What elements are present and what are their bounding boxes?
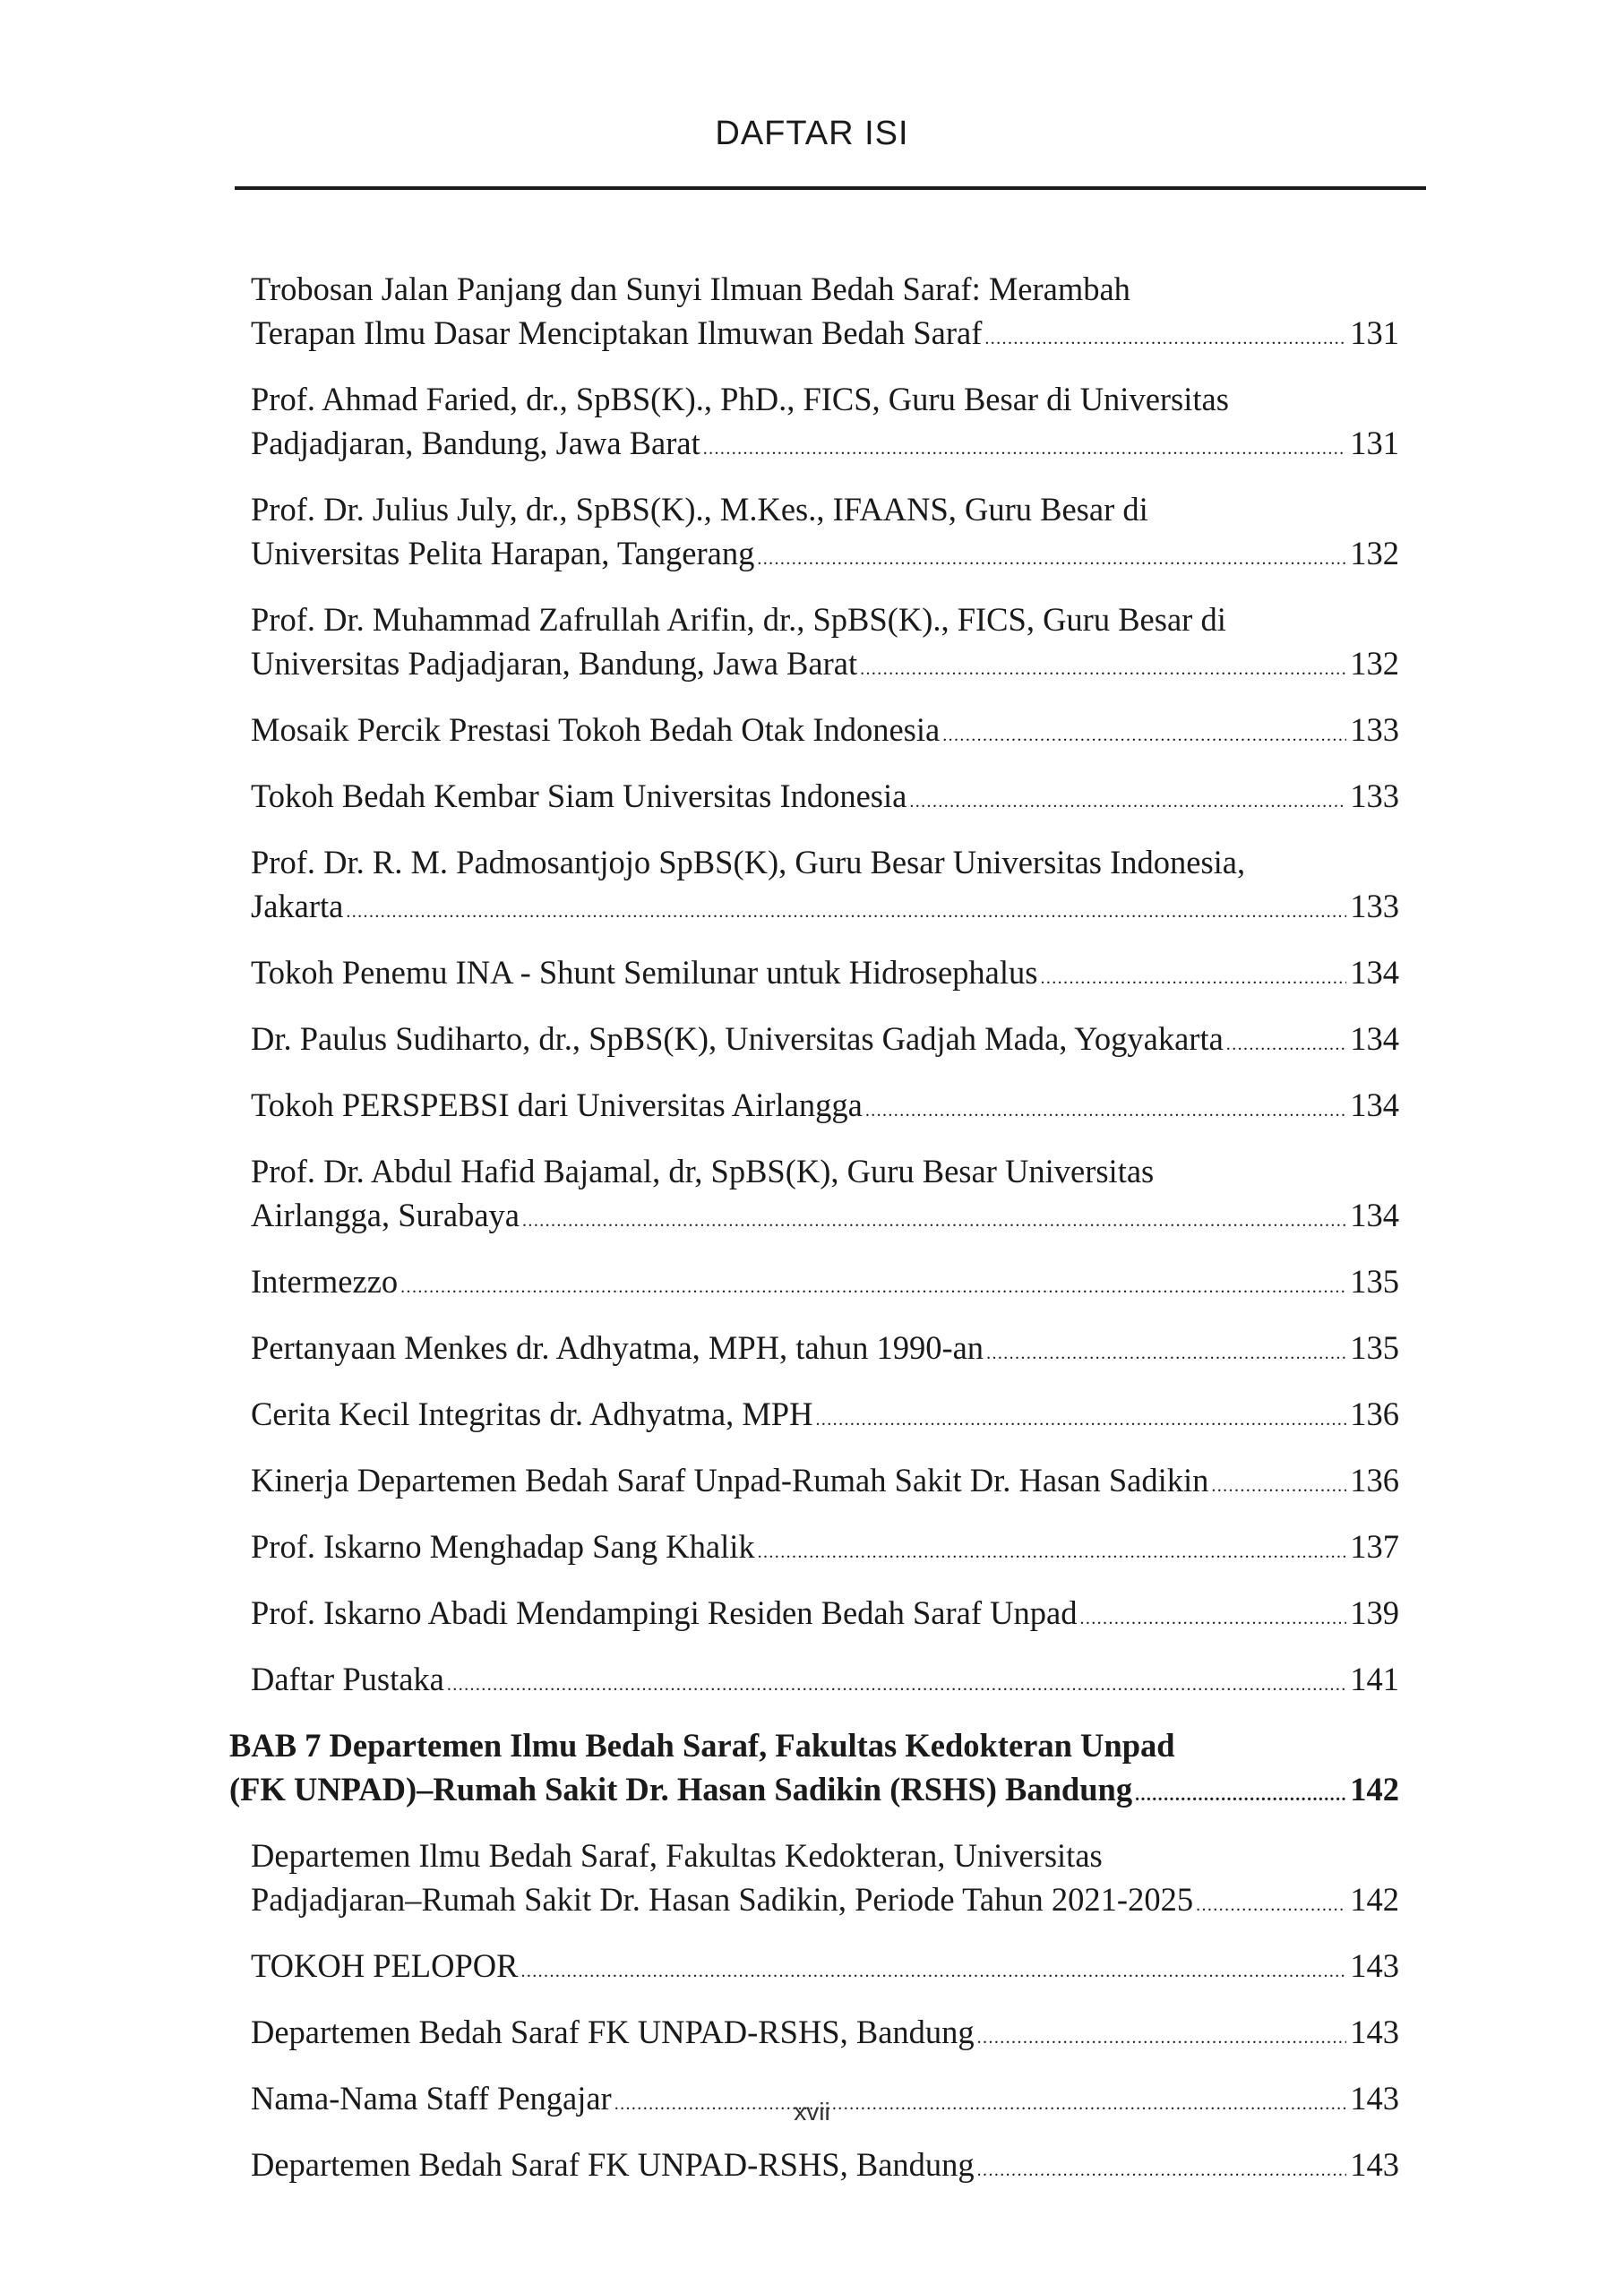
toc-page-number: 143 — [1350, 2146, 1399, 2183]
toc-entry[interactable] — [251, 774, 1399, 824]
toc-entry-line — [251, 1877, 1399, 1928]
toc-entry[interactable] — [251, 1591, 1399, 1641]
toc-entry[interactable] — [251, 1524, 1399, 1575]
toc-entry[interactable] — [251, 377, 1399, 471]
toc-entry-line — [251, 1591, 1399, 1641]
toc-entry-line — [251, 1657, 1399, 1707]
toc-entry-line — [251, 708, 1399, 758]
toc-page-number: 142 — [1350, 1881, 1399, 1918]
dot-leader — [984, 317, 1346, 361]
toc-entry-title: Intermezzo — [251, 1263, 399, 1300]
toc-entry[interactable] — [251, 1149, 1399, 1243]
toc-chapter-entry[interactable] — [229, 1723, 1399, 1817]
dot-leader — [346, 890, 1346, 934]
toc-entry-title: Daftar Pustaka — [251, 1661, 444, 1697]
toc-entry-line — [251, 531, 1399, 581]
toc-entry[interactable] — [251, 1259, 1399, 1310]
dot-leader — [1135, 1773, 1346, 1817]
toc-entry[interactable] — [251, 1657, 1399, 1707]
toc-page-number: 143 — [1350, 1947, 1399, 1984]
toc-page-number: 137 — [1350, 1528, 1399, 1565]
toc-entry-title: Prof. Iskarno Menghadap Sang Khalik — [251, 1528, 755, 1565]
dot-leader — [860, 648, 1346, 691]
toc-entry[interactable] — [251, 1834, 1399, 1928]
toc-page-number: 132 — [1350, 645, 1399, 682]
toc-entry-title: Dr. Paulus Sudiharto, dr., SpBS(K), Universitas Gadjah Mada, Yogyakarta — [251, 1020, 1224, 1057]
dot-leader — [400, 1266, 1346, 1310]
dot-leader — [757, 537, 1346, 581]
dot-leader — [1079, 1597, 1346, 1641]
dot-leader — [986, 1332, 1346, 1376]
toc-page-number: 134 — [1350, 1020, 1399, 1057]
toc-entry-title: Padjadjaran, Bandung, Jawa Barat — [251, 425, 700, 461]
toc-entry-title: Cerita Kecil Integritas dr. Adhyatma, MPH — [251, 1396, 813, 1432]
toc-entry-title: Mosaik Percik Prestasi Tokoh Bedah Otak Indonesia — [251, 711, 941, 748]
table-of-contents — [0, 267, 1624, 2209]
toc-entry-title: Airlangga, Surabaya — [251, 1197, 520, 1233]
toc-entry-line — [251, 311, 1399, 361]
toc-page-number: 142 — [1350, 1771, 1399, 1808]
toc-entry-line — [251, 1458, 1399, 1508]
dot-leader — [758, 1531, 1347, 1575]
toc-entry[interactable] — [251, 708, 1399, 758]
toc-page-number: 141 — [1350, 1661, 1399, 1697]
page-number: xvii — [794, 2098, 830, 2126]
toc-entry-title: Tokoh Bedah Kembar Siam Universitas Indonesia — [251, 777, 907, 814]
toc-entry-title: Kinerja Departemen Bedah Saraf Unpad-Rumah Sakit Dr. Hasan Sadikin — [251, 1462, 1209, 1499]
toc-entry-title: Prof. Dr. Muhammad Zafrullah Arifin, dr., SpBS(K)., FICS, Guru Besar di — [251, 601, 1226, 638]
toc-entry[interactable] — [251, 597, 1399, 691]
dot-leader — [522, 1199, 1346, 1243]
dot-leader — [942, 714, 1346, 758]
toc-entry-title: (FK UNPAD)–Rumah Sakit Dr. Hasan Sadikin (RSHS) Bandung — [229, 1771, 1133, 1808]
toc-entry-line — [251, 1524, 1399, 1575]
toc-entry-line — [251, 377, 1399, 421]
toc-entry[interactable] — [251, 2010, 1399, 2060]
toc-entry-title: Universitas Pelita Harapan, Tangerang — [251, 535, 755, 571]
toc-entry-line — [251, 597, 1399, 641]
toc-entry[interactable] — [251, 487, 1399, 581]
toc-entry[interactable] — [251, 267, 1399, 361]
toc-page-number: 133 — [1350, 888, 1399, 924]
toc-entry-title: Jakarta — [251, 888, 344, 924]
toc-entry-line — [251, 1326, 1399, 1376]
toc-entry[interactable] — [251, 1392, 1399, 1442]
toc-entry-line — [251, 2010, 1399, 2060]
toc-entry-line — [251, 1944, 1399, 1994]
toc-page-number: 135 — [1350, 1329, 1399, 1366]
dot-leader — [447, 1663, 1346, 1707]
toc-entry-title: Departemen Bedah Saraf FK UNPAD-RSHS, Bandung — [251, 2146, 975, 2183]
toc-entry-title: BAB 7 Departemen Ilmu Bedah Saraf, Fakultas Kedokteran Unpad — [229, 1727, 1175, 1764]
toc-page-number: 135 — [1350, 1263, 1399, 1300]
toc-entry-line — [251, 1834, 1399, 1877]
toc-entry-title: Trobosan Jalan Panjang dan Sunyi Ilmuan Bedah Saraf: Merambah — [251, 271, 1130, 307]
toc-page-number: 143 — [1350, 2014, 1399, 2050]
toc-page-number: 133 — [1350, 711, 1399, 748]
toc-entry[interactable] — [251, 1083, 1399, 1133]
toc-entry-line — [251, 487, 1399, 531]
dot-leader — [1211, 1464, 1346, 1508]
toc-entry-title: Nama-Nama Staff Pengajar — [251, 2080, 612, 2117]
dot-leader — [520, 1950, 1346, 1994]
dot-leader — [1226, 1023, 1346, 1067]
toc-page-number: 134 — [1350, 1086, 1399, 1123]
toc-entry[interactable] — [251, 840, 1399, 934]
dot-leader — [865, 1089, 1346, 1133]
toc-entry-line — [251, 1193, 1399, 1243]
toc-entry-title: TOKOH PELOPOR — [251, 1947, 519, 1984]
toc-page-number: 133 — [1350, 777, 1399, 814]
toc-entry[interactable] — [251, 2143, 1399, 2193]
toc-entry-title: Padjadjaran–Rumah Sakit Dr. Hasan Sadikin, Periode Tahun 2021-2025 — [251, 1881, 1194, 1918]
toc-entry-line — [251, 1392, 1399, 1442]
toc-entry-line — [251, 1017, 1399, 1067]
toc-entry-title: Pertanyaan Menkes dr. Adhyatma, MPH, tahun 1990-an — [251, 1329, 984, 1366]
toc-entry-line — [251, 1149, 1399, 1193]
toc-entry-title: Prof. Ahmad Faried, dr., SpBS(K)., PhD., FICS, Guru Besar di Universitas — [251, 381, 1229, 417]
toc-page-number: 136 — [1350, 1396, 1399, 1432]
toc-entry-title: Prof. Dr. Abdul Hafid Bajamal, dr, SpBS(K), Guru Besar Universitas — [251, 1153, 1155, 1189]
toc-entry-title: Prof. Dr. R. M. Padmosantjojo SpBS(K), Guru Besar Universitas Indonesia, — [251, 844, 1246, 880]
toc-page-number: 131 — [1350, 425, 1399, 461]
toc-entry-title: Universitas Padjadjaran, Bandung, Jawa Barat — [251, 645, 858, 682]
toc-entry-title: Terapan Ilmu Dasar Menciptakan Ilmuwan Bedah Saraf — [251, 314, 983, 351]
toc-page-number: 134 — [1350, 1197, 1399, 1233]
toc-entry-title: Departemen Bedah Saraf FK UNPAD-RSHS, Bandung — [251, 2014, 975, 2050]
toc-entry[interactable] — [251, 1017, 1399, 1067]
toc-entry-line — [251, 2143, 1399, 2193]
dot-leader — [1196, 1884, 1346, 1928]
toc-entry-title: Tokoh PERSPEBSI dari Universitas Airlangga — [251, 1086, 863, 1123]
dot-leader — [909, 780, 1346, 824]
toc-entry-line — [251, 1083, 1399, 1133]
toc-page-number: 139 — [1350, 1594, 1399, 1631]
toc-entry-line — [251, 774, 1399, 824]
toc-entry[interactable] — [251, 950, 1399, 1001]
toc-entry-title: Prof. Dr. Julius July, dr., SpBS(K)., M.Kes., IFAANS, Guru Besar di — [251, 491, 1148, 528]
dot-leader — [703, 427, 1347, 471]
toc-page-number: 136 — [1350, 1462, 1399, 1499]
toc-entry-line — [251, 421, 1399, 471]
toc-entry-title: Departemen Ilmu Bedah Saraf, Fakultas Kedokteran, Universitas — [251, 1837, 1103, 1874]
toc-entry-line — [251, 950, 1399, 1001]
toc-entry[interactable] — [251, 1458, 1399, 1508]
dot-leader — [977, 2149, 1347, 2193]
toc-page-number: 131 — [1350, 314, 1399, 351]
header-divider — [235, 186, 1426, 190]
page-header-title: DAFTAR ISI — [715, 115, 909, 152]
toc-entry-line — [229, 1767, 1399, 1817]
toc-entry-line — [251, 884, 1399, 934]
dot-leader — [1040, 957, 1346, 1001]
toc-entry-line — [251, 1259, 1399, 1310]
toc-page-number: 132 — [1350, 535, 1399, 571]
toc-entry[interactable] — [251, 1944, 1399, 1994]
toc-entry-line — [229, 1723, 1399, 1767]
toc-entry-line — [251, 267, 1399, 311]
toc-page-number: 143 — [1350, 2080, 1399, 2117]
dot-leader — [815, 1398, 1346, 1442]
toc-entry-title: Prof. Iskarno Abadi Mendampingi Residen Bedah Saraf Unpad — [251, 1594, 1078, 1631]
toc-entry-title: Tokoh Penemu INA - Shunt Semilunar untuk Hidrosephalus — [251, 954, 1038, 991]
toc-page-number: 134 — [1350, 954, 1399, 991]
toc-entry-line — [251, 641, 1399, 691]
dot-leader — [977, 2016, 1347, 2060]
toc-entry-line — [251, 840, 1399, 884]
toc-entry[interactable] — [251, 1326, 1399, 1376]
